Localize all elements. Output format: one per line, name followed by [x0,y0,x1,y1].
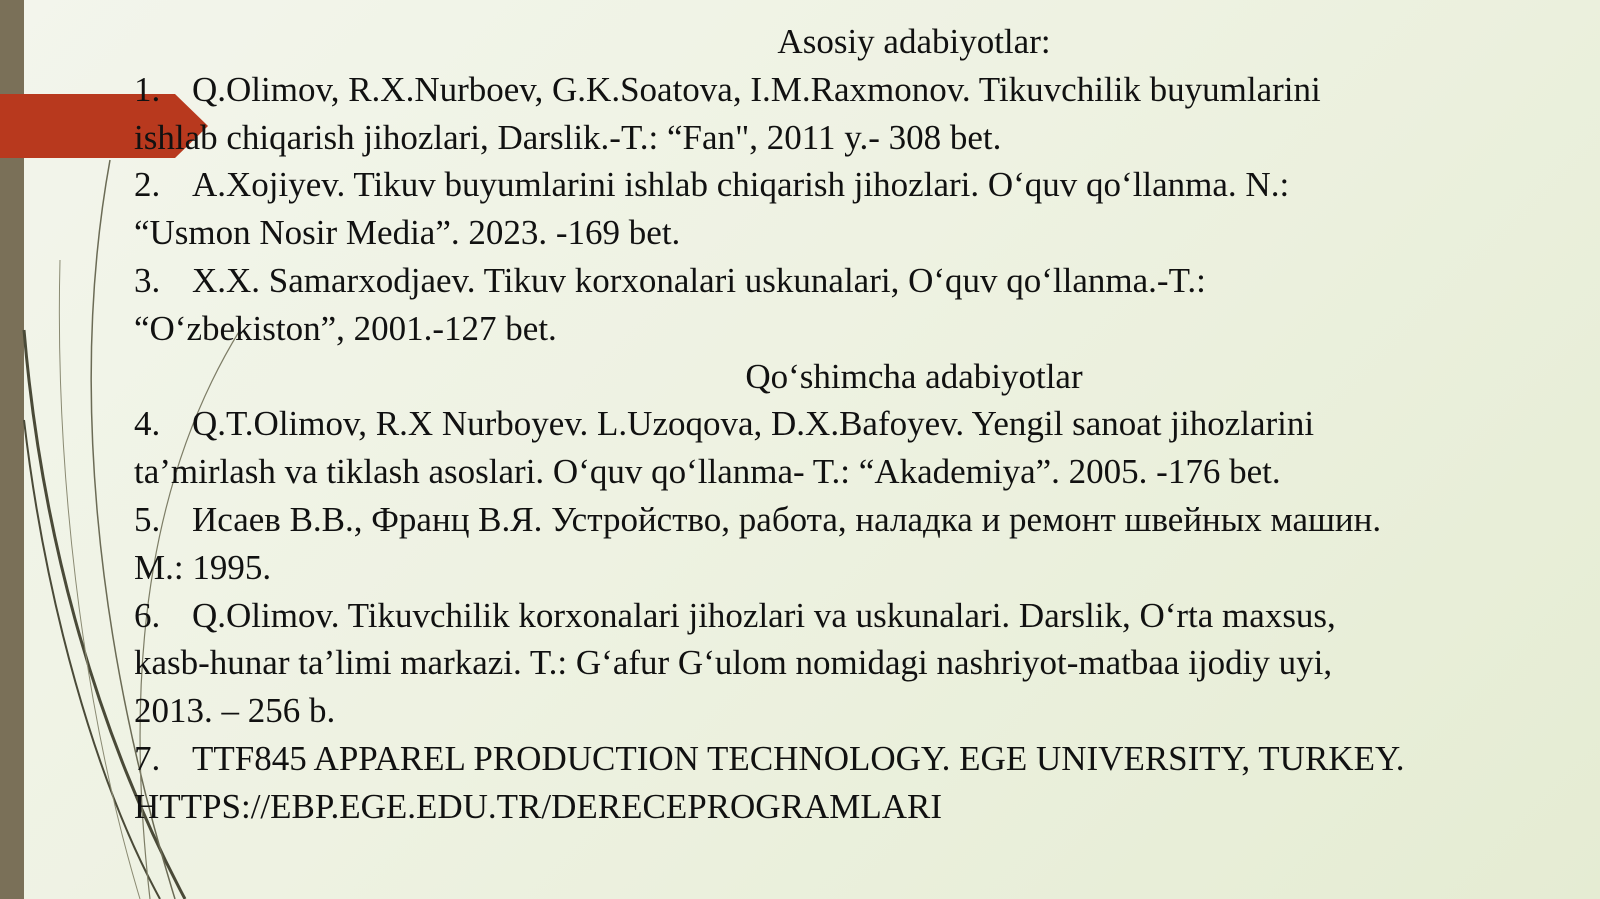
reference-text-continued: kasb-hunar ta’limi markazi. T.: Gʻafur Gʻulom nomidagi nashriyot-matbaa ijodiy uyi, [134,643,1333,683]
reference-link[interactable]: HTTPS://EBP.EGE.EDU.TR/DERECEPROGRAMLARI [134,786,942,826]
reference-number: 2. [134,165,161,205]
reference-number: 1. [134,69,161,109]
reference-item-6 [134,592,1584,735]
reference-item-7 [134,735,1584,831]
reference-number: 3. [134,260,161,300]
reference-text: Q.Olimov. Tikuvchilik korxonalari jihozlari va uskunalari. Darslik, Oʻrta maxsus, [192,595,1336,635]
reference-text: TTF845 APPAREL PRODUCTION TECHNOLOGY. EGE UNIVERSITY, TURKEY. [192,738,1405,778]
decor-line-5 [59,260,140,899]
reference-text: X.X. Samarxodjaev. Tikuv korxonalari uskunalari, Oʻquv qoʻllanma.-T.: [192,260,1206,300]
reference-number: 4. [134,404,161,444]
extra-references-heading: Qoʻshimcha adabiyotlar [745,356,1083,396]
reference-item-5 [134,496,1584,592]
reference-item-3 [134,257,1584,353]
reference-item-4 [134,400,1584,496]
reference-text-continued-2: 2013. – 256 b. [134,691,336,731]
reference-item-1 [134,66,1584,162]
reference-number: 5. [134,499,161,539]
reference-text: Исаев В.В., Франц В.Я. Устройство, работа, наладка и ремонт швейных машин. [192,499,1382,539]
reference-item-2 [134,161,1584,257]
reference-text-continued: М.: 1995. [134,547,272,587]
reference-text: Q.T.Olimov, R.X Nurboyev. L.Uzoqova, D.X.Bafoyev. Yengil sanoat jihozlarini [192,404,1315,444]
reference-number: 7. [134,738,161,778]
references-content [134,18,1584,831]
reference-text: Q.Olimov, R.X.Nurboev, G.K.Soatova, I.M.Raxmonov. Tikuvchilik buyumlarini [192,69,1321,109]
reference-text-continued: “Oʻzbekiston”, 2001.-127 bet. [134,308,557,348]
reference-number: 6. [134,595,161,635]
reference-text: A.Xojiyev. Tikuv buyumlarini ishlab chiqarish jihozlari. Oʻquv qoʻllanma. N.: [192,165,1290,205]
reference-text-continued: ta’mirlash va tiklash asoslari. Oʻquv qoʻllanma- T.: “Akademiya”. 2005. -176 bet. [134,452,1281,492]
reference-text-continued: ishlab chiqarish jihozlari, Darslik.-T.: “Fan", 2011 y.- 308 bet. [134,117,1002,157]
main-references-heading: Asosiy adabiyotlar: [777,22,1051,61]
reference-text-continued: “Usmon Nosir Media”. 2023. -169 bet. [134,213,681,253]
